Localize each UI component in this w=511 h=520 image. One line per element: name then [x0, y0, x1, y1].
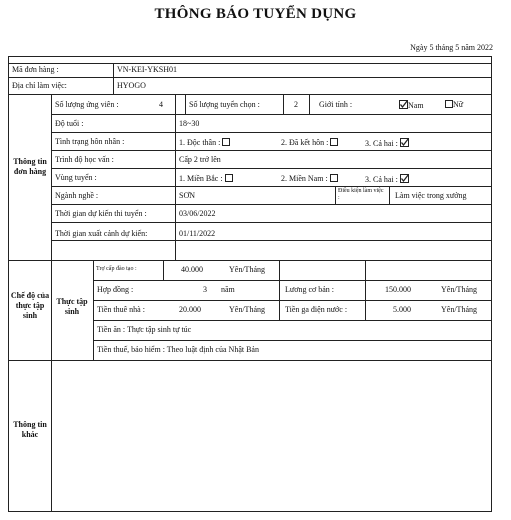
checkbox-icon — [225, 174, 233, 182]
checked-checkbox-icon — [400, 174, 409, 183]
checkbox-icon — [222, 138, 230, 146]
workplace-value: HYOGO — [117, 81, 146, 90]
industry-value: SƠN — [179, 191, 196, 200]
work-conditions-value: Làm việc trong xưởng — [395, 191, 467, 200]
region-north-label: 1. Miền Bắc : — [179, 174, 223, 183]
order-code-label: Mã đơn hàng : — [12, 65, 59, 74]
checkbox-icon — [445, 100, 453, 108]
utilities-label: Tiền ga điện nước : — [285, 305, 348, 314]
age-label: Độ tuổi : — [55, 119, 84, 128]
education-value: Cấp 2 trở lên — [179, 155, 221, 164]
gender-male-label: Nam — [408, 101, 424, 110]
form-table — [8, 56, 492, 512]
training-allowance-label: Trợ cấp đào tạo : — [96, 266, 137, 272]
applicants-value: 4 — [159, 100, 163, 109]
order-code-value: VN-KEI-YKSH01 — [117, 65, 177, 74]
checked-checkbox-icon — [400, 138, 409, 147]
education-label: Trình độ học vấn : — [55, 155, 114, 164]
page-title: THÔNG BÁO TUYỂN DỤNG — [154, 6, 357, 22]
age-value: 18~30 — [179, 119, 200, 128]
rent-unit: Yên/Tháng — [229, 305, 265, 314]
gender-label: Giới tính : — [319, 100, 353, 109]
selected-label: Số lượng tuyển chọn : — [189, 100, 260, 109]
work-conditions-label: Điều kiện làm việc : — [338, 188, 384, 201]
gender-female-label: Nữ — [453, 100, 464, 109]
marital-option-single — [179, 137, 230, 148]
contract-unit: năm — [221, 285, 235, 294]
base-salary-value: 150.000 — [385, 285, 411, 294]
industry-label: Ngành nghề : — [55, 191, 99, 200]
rent-label: Tiền thuê nhà : — [97, 305, 145, 314]
issue-date: Ngày 5 tháng 5 năm 2022 — [410, 43, 493, 52]
marital-option-both — [365, 137, 409, 149]
region-label: Vùng tuyển : — [55, 173, 97, 182]
checkbox-icon — [330, 174, 338, 182]
order-info-section-title: Thông tin đơn hàng — [13, 157, 47, 176]
region-option-both — [365, 173, 409, 185]
marital-label: Tình trạng hôn nhân : — [55, 137, 125, 146]
contract-value: 3 — [203, 285, 207, 294]
departure-date-value: 01/11/2022 — [179, 229, 216, 238]
gender-option-male — [399, 99, 424, 111]
gender-option-female — [445, 99, 463, 110]
region-option-south — [281, 173, 338, 184]
contract-label: Hợp đồng : — [97, 285, 134, 294]
checkbox-icon — [330, 138, 338, 146]
exam-date-value: 03/06/2022 — [179, 209, 216, 218]
marital-both-label: 3. Cả hai : — [365, 139, 398, 148]
exam-date-label: Thời gian dự kiến thi tuyển : — [55, 209, 147, 218]
applicants-label: Số lượng ứng viên : — [55, 100, 119, 109]
utilities-unit: Yên/Tháng — [441, 305, 477, 314]
training-allowance-unit: Yên/Tháng — [229, 265, 265, 274]
rent-value: 20.000 — [179, 305, 201, 314]
base-salary-unit: Yên/Tháng — [441, 285, 477, 294]
selected-value: 2 — [294, 100, 298, 109]
food-cost-note: Tiền ăn : Thực tập sinh tự túc — [97, 325, 192, 334]
marital-single-label: 1. Độc thân : — [179, 138, 221, 147]
marital-married-label: 2. Đã kết hôn : — [281, 138, 329, 147]
base-salary-label: Lương cơ bản : — [285, 285, 335, 294]
other-info-section-title: Thông tin khác — [13, 420, 47, 439]
trainee-subsection-title: Thực tập sinh — [56, 297, 88, 316]
region-option-north — [179, 173, 233, 184]
checked-checkbox-icon — [399, 100, 408, 109]
region-south-label: 2. Miền Nam : — [281, 174, 328, 183]
marital-option-married — [281, 137, 338, 148]
trainee-benefits-section-title: Chế độ của thực tập sinh — [10, 291, 50, 320]
tax-insurance-note: Tiền thuế, bảo hiểm : Theo luật định của Nhật Bản — [97, 345, 259, 354]
training-allowance-value: 40.000 — [181, 265, 203, 274]
utilities-value: 5.000 — [393, 305, 411, 314]
workplace-label: Địa chỉ làm việc: — [12, 81, 67, 90]
region-both-label: 3. Cả hai : — [365, 175, 398, 184]
departure-date-label: Thời gian xuất cảnh dự kiến: — [55, 229, 148, 238]
